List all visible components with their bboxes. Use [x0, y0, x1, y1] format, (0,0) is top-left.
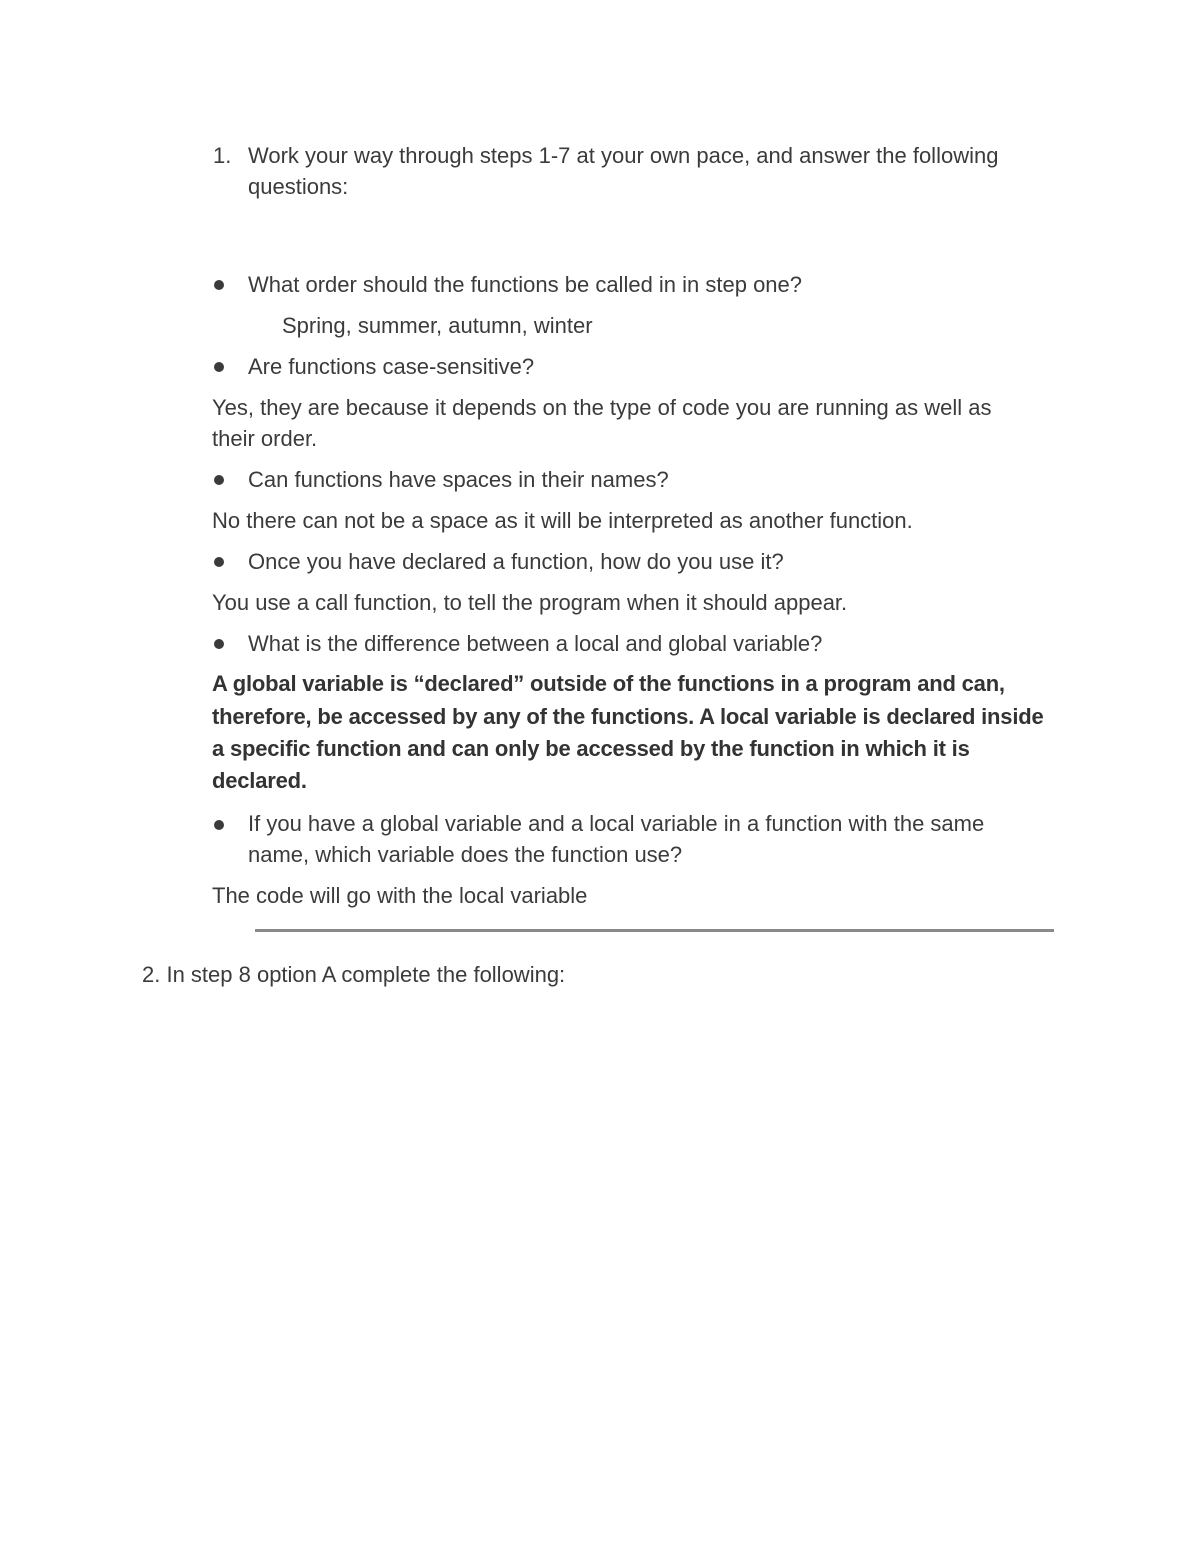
question-3: Can functions have spaces in their names? — [248, 467, 669, 492]
bullet-icon — [214, 820, 224, 830]
answer-3: No there can not be a space as it will be interpreted as another function. — [212, 508, 913, 533]
question-6-line-1: If you have a global variable and a local variable in a function with the same — [248, 811, 985, 836]
question-6-line-2: name, which variable does the function use? — [248, 842, 683, 867]
bullet-icon — [214, 639, 224, 649]
answer-2-line-2: their order. — [212, 426, 318, 451]
bullet-icon — [214, 362, 224, 372]
answer-6: The code will go with the local variable — [212, 883, 588, 908]
answer-4: You use a call function, to tell the program when it should appear. — [212, 590, 848, 615]
bullet-icon — [214, 557, 224, 567]
answer-5-line-1: A global variable is “declared” outside of the functions in a program and can, — [212, 671, 1005, 696]
item-1-text-line-1: Work your way through steps 1-7 at your own pace, and answer the following — [248, 143, 999, 168]
item-1-number: 1. — [213, 143, 232, 168]
question-2: Are functions case-sensitive? — [248, 354, 535, 379]
question-4: Once you have declared a function, how do you use it? — [248, 549, 784, 574]
bullet-icon — [214, 475, 224, 485]
horizontal-divider — [255, 929, 1054, 932]
answer-5-line-2: therefore, be accessed by any of the functions. A local variable is declared inside — [212, 704, 1044, 729]
answer-5-line-4: declared. — [212, 768, 307, 793]
answer-2-line-1: Yes, they are because it depends on the type of code you are running as well as — [212, 395, 992, 420]
answer-1: Spring, summer, autumn, winter — [282, 313, 593, 338]
question-1: What order should the functions be called in in step one? — [248, 272, 803, 297]
item-2-text: 2. In step 8 option A complete the following: — [142, 962, 566, 987]
item-1-text-line-2: questions: — [248, 174, 349, 199]
question-5: What is the difference between a local and global variable? — [248, 631, 823, 656]
bullet-icon — [214, 280, 224, 290]
answer-5-line-3: a specific function and can only be accessed by the function in which it is — [212, 736, 970, 761]
